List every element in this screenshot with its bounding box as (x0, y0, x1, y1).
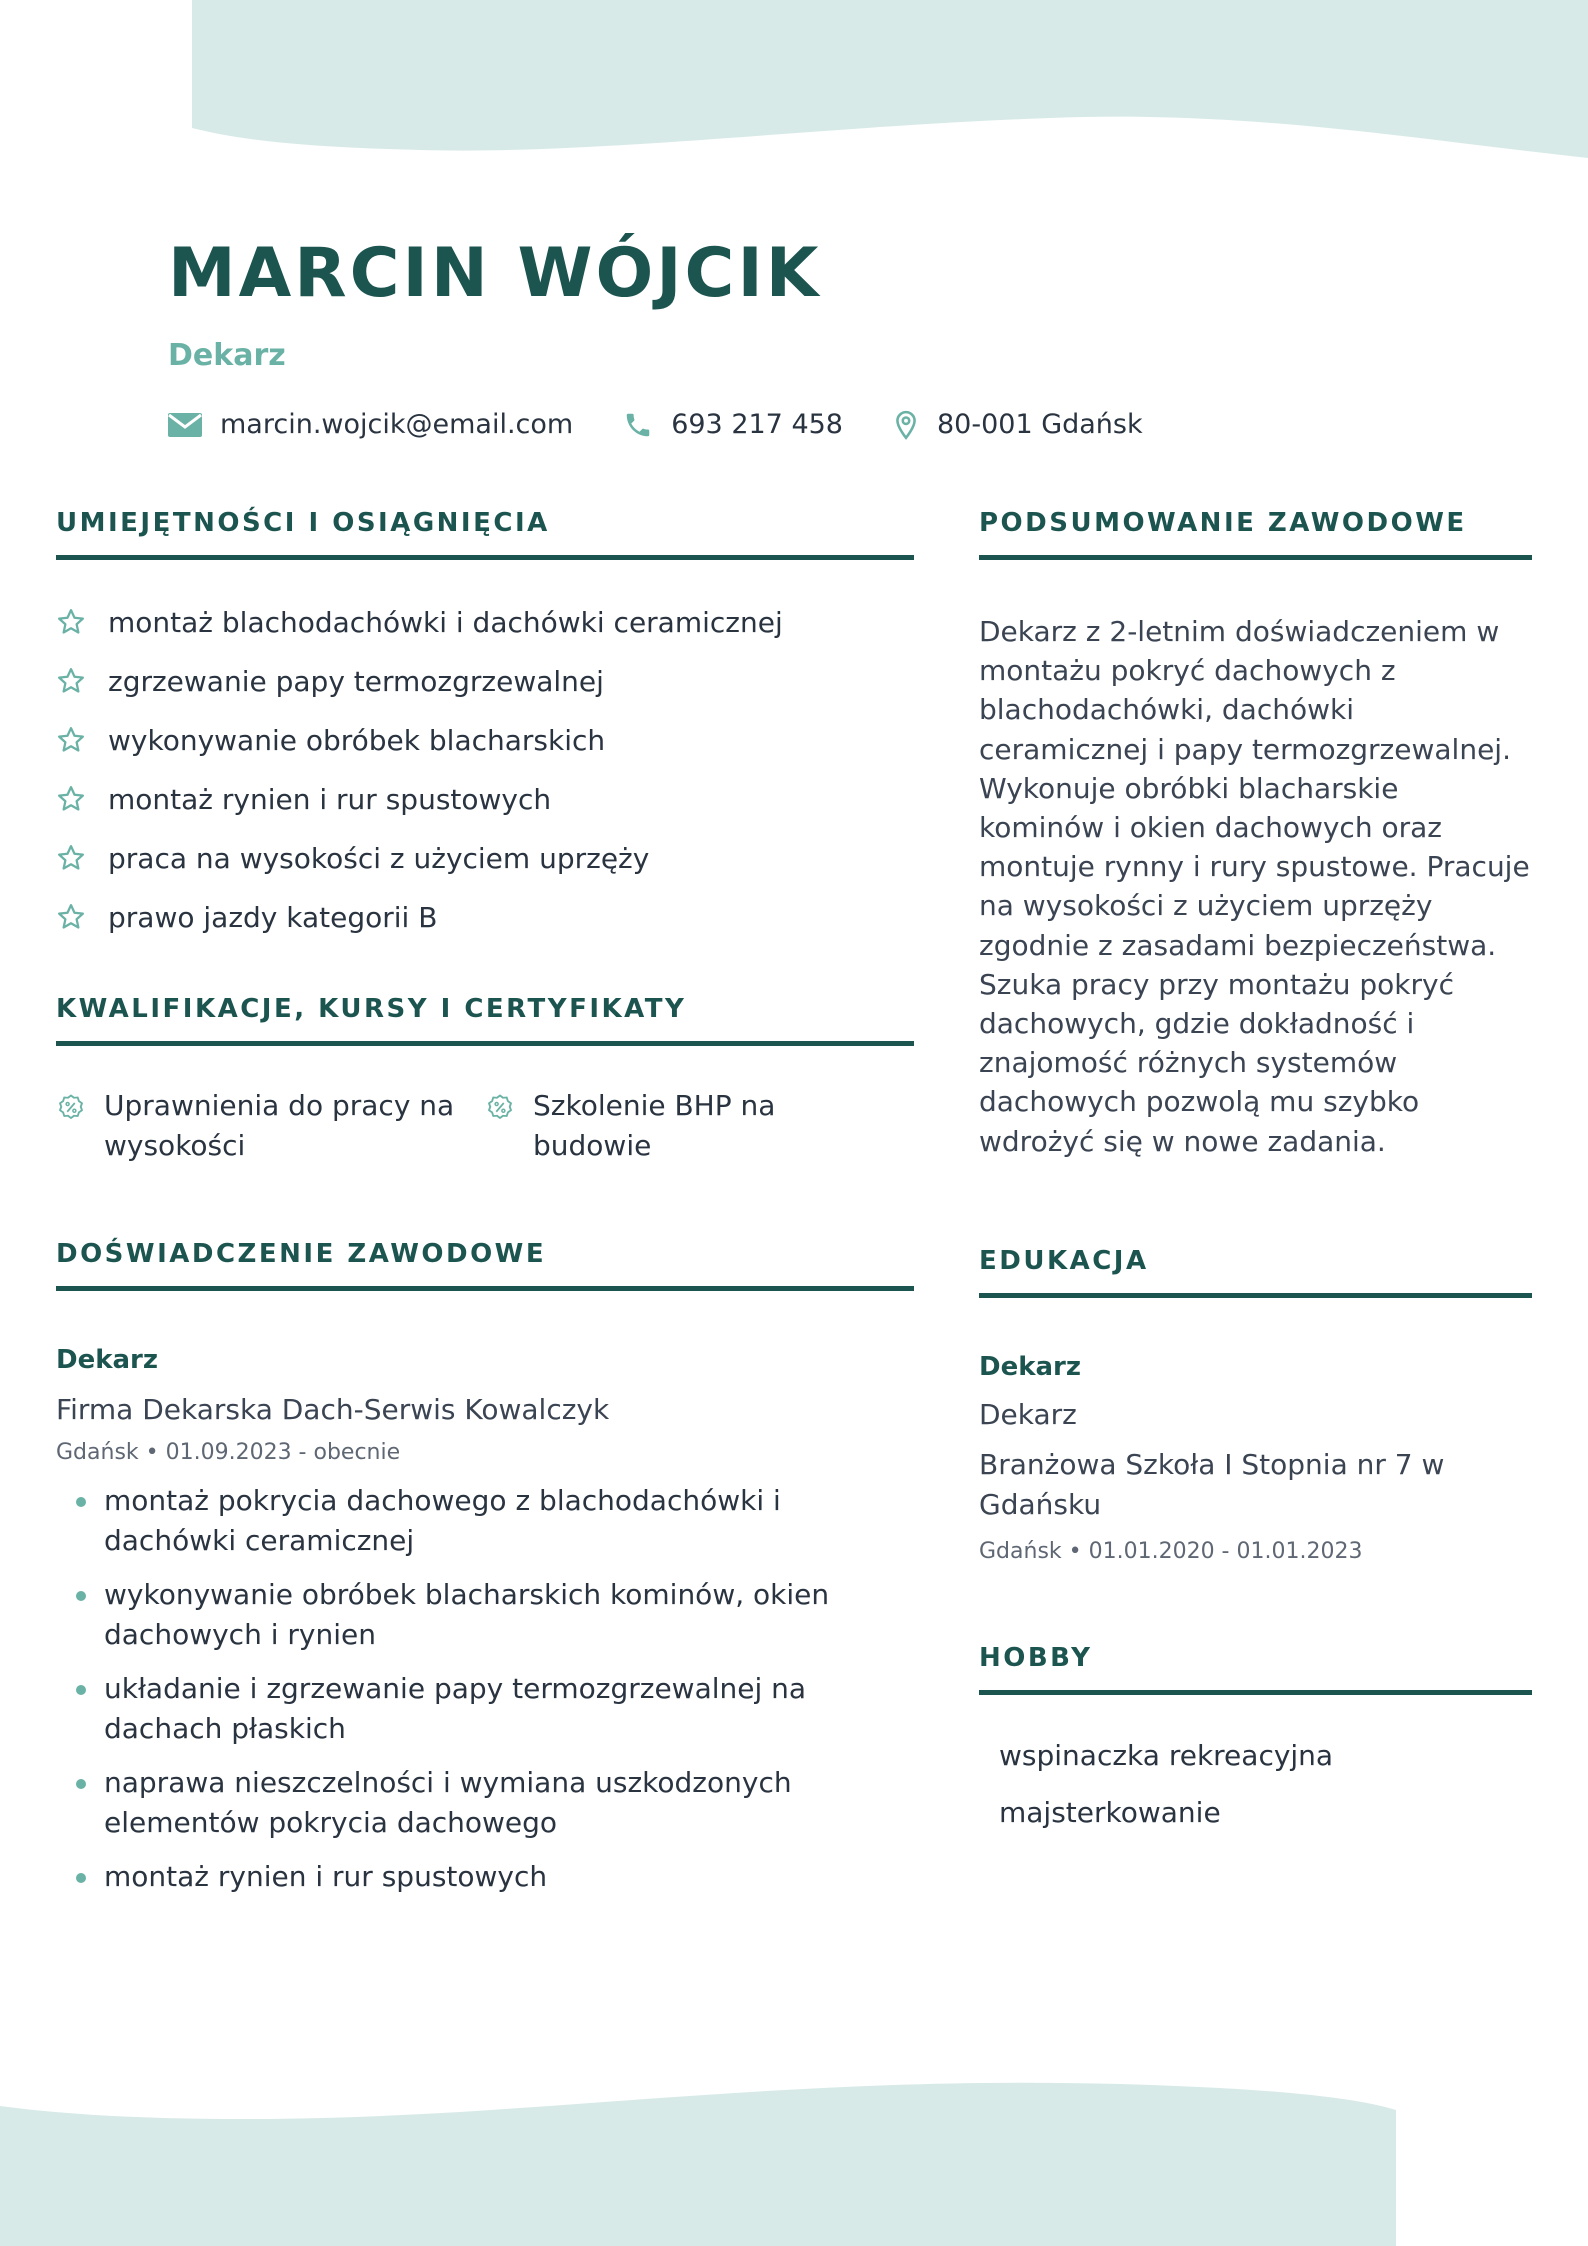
email-text: marcin.wojcik@email.com (220, 409, 574, 440)
candidate-name: MARCIN WÓJCIK (168, 234, 822, 313)
section-divider (56, 1286, 914, 1291)
list-item (56, 1857, 914, 1897)
phone-text: 693 217 458 (671, 409, 843, 440)
skills-list (56, 602, 914, 937)
dot-bullet-icon (76, 1779, 86, 1789)
job-duties-list (56, 1481, 914, 1897)
right-column (979, 505, 1532, 1853)
envelope-icon (168, 413, 202, 437)
duty-text: montaż pokrycia dachowego z blachodachówki i dachówki ceramicznej (104, 1484, 781, 1557)
dot-bullet-icon (76, 1497, 86, 1507)
badge-percent-icon (485, 1093, 515, 1123)
list-item (56, 1669, 914, 1749)
left-column (56, 505, 914, 1911)
list-item (56, 1763, 914, 1843)
contact-info (168, 409, 1468, 440)
list-item (56, 1481, 914, 1561)
skill-item (56, 720, 914, 760)
experience-heading: DOŚWIADCZENIE ZAWODOWE (56, 1239, 547, 1269)
hobby-item: wspinaczka rekreacyjna (999, 1738, 1334, 1772)
education-school: Branżowa Szkoła I Stopnia nr 7 w Gdańsku (979, 1447, 1445, 1521)
skill-label: zgrzewanie papy termozgrzewalnej (108, 664, 604, 698)
hobby-heading: HOBBY (979, 1642, 1093, 1673)
job-title: Dekarz (56, 1345, 159, 1375)
star-outline-icon (56, 902, 86, 932)
bottom-wave-decoration (0, 2080, 1588, 2246)
qualifications-section (56, 991, 914, 1166)
contact-location (893, 409, 1143, 440)
contact-email[interactable] (168, 409, 573, 440)
skills-section (56, 505, 914, 937)
duty-text: montaż rynien i rur spustowych (104, 1860, 548, 1893)
skill-item (56, 661, 914, 701)
education-meta: Gdańsk • 01.01.2020 - 01.01.2023 (979, 1538, 1363, 1564)
summary-section (979, 505, 1532, 1161)
phone-icon (623, 410, 653, 440)
dot-bullet-icon (76, 1873, 86, 1883)
dot-bullet-icon (76, 1591, 86, 1601)
skill-label: prawo jazdy kategorii B (108, 900, 438, 934)
job-meta: Gdańsk • 01.09.2023 - obecnie (56, 1440, 401, 1465)
education-entry-title: Dekarz (979, 1351, 1082, 1382)
star-outline-icon (56, 666, 86, 696)
experience-section (56, 1236, 914, 1897)
education-degree: Dekarz (979, 1397, 1077, 1431)
top-wave-decoration (0, 0, 1588, 160)
skill-item (56, 897, 914, 937)
summary-heading: PODSUMOWANIE ZAWODOWE (979, 508, 1467, 538)
hobby-list (979, 1739, 1532, 1829)
star-outline-icon (56, 784, 86, 814)
education-heading: EDUKACJA (979, 1245, 1149, 1276)
qualifications-list (56, 1086, 914, 1166)
hobby-item: majsterkowanie (999, 1795, 1221, 1829)
skill-item (56, 779, 914, 819)
qualification-label: Szkolenie BHP na budowie (533, 1089, 776, 1162)
star-outline-icon (56, 843, 86, 873)
company-name: Firma Dekarska Dach-Serwis Kowalczyk (56, 1393, 610, 1426)
star-outline-icon (56, 607, 86, 637)
candidate-role: Dekarz (168, 338, 286, 373)
qualification-item (485, 1086, 914, 1166)
skill-label: praca na wysokości z użyciem uprzęży (108, 841, 650, 875)
duty-text: naprawa nieszczelności i wymiana uszkodzonych elementów pokrycia dachowego (104, 1766, 792, 1839)
qualifications-heading: KWALIFIKACJE, KURSY I CERTYFIKATY (56, 994, 687, 1024)
resume-header (168, 232, 1468, 440)
dot-bullet-icon (76, 1685, 86, 1695)
summary-text: Dekarz z 2-letnim doświadczeniem w montażu pokryć dachowych z blachodachówki, dachówki ceramicznej i papy termozgrzewalnej. Wykonuje obróbki blacharskie kominów i okien dachowych oraz montuje rynny i rury spustowe. Pracuje na wysokości z użyciem uprzęży zgodnie z zasadami bezpieczeństwa. Szuka pracy przy montażu pokryć dachowych, gdzie dokładność i znajomość różnych systemów dachowych pozwolą mu szybko wdrożyć się w nowe zadania. (979, 615, 1530, 1158)
map-pin-icon (893, 410, 919, 440)
qualification-label: Uprawnienia do pracy na wysokości (104, 1089, 455, 1162)
skills-heading: UMIEJĘTNOŚCI I OSIĄGNIĘCIA (56, 508, 550, 538)
location-text: 80-001 Gdańsk (936, 409, 1143, 440)
duty-text: wykonywanie obróbek blacharskich kominów, okien dachowych i rynien (104, 1578, 830, 1651)
section-divider (979, 1690, 1532, 1695)
section-divider (56, 1041, 914, 1046)
hobby-section (979, 1640, 1532, 1829)
star-outline-icon (56, 725, 86, 755)
skill-item (56, 602, 914, 642)
section-divider (979, 1293, 1532, 1298)
skill-label: montaż rynien i rur spustowych (108, 782, 552, 816)
education-section (979, 1243, 1532, 1564)
skill-label: montaż blachodachówki i dachówki ceramicznej (108, 605, 783, 639)
section-divider (56, 555, 914, 560)
qualification-item (56, 1086, 485, 1166)
skill-label: wykonywanie obróbek blacharskich (108, 723, 606, 757)
contact-phone[interactable] (623, 409, 843, 440)
list-item (56, 1575, 914, 1655)
skill-item (56, 838, 914, 878)
section-divider (979, 555, 1532, 560)
badge-percent-icon (56, 1093, 86, 1123)
duty-text: układanie i zgrzewanie papy termozgrzewalnej na dachach płaskich (104, 1672, 807, 1745)
